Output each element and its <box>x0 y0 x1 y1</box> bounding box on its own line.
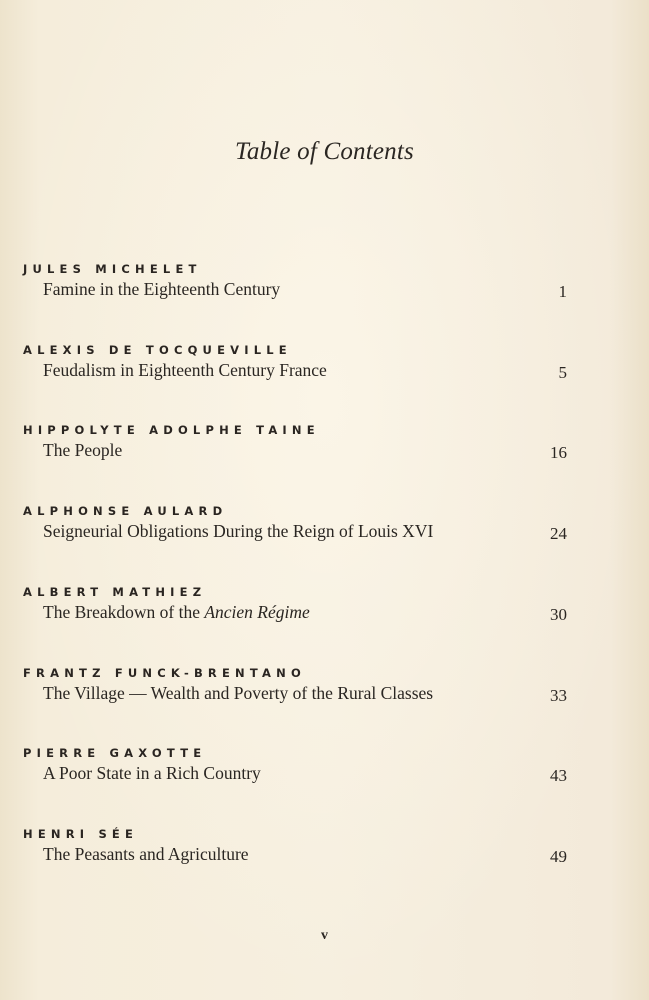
essay-title-italic: Ancien Régime <box>204 602 310 622</box>
author-name: HENRI SÉE <box>23 827 139 841</box>
author-name: ALEXIS DE TOCQUEVILLE <box>23 343 292 357</box>
author-name: PIERRE GAXOTTE <box>23 746 207 760</box>
essay-title: A Poor State in a Rich Country <box>43 763 261 783</box>
page-number: 5 <box>558 363 567 382</box>
essay-title: Famine in the Eighteenth Century <box>43 279 281 299</box>
author-name: HIPPOLYTE ADOLPHE TAINE <box>23 423 320 437</box>
essay-title: Feudalism in Eighteenth Century France <box>43 360 327 380</box>
author-name: ALPHONSE AULARD <box>23 504 228 518</box>
page-number: 1 <box>558 282 567 301</box>
author-name: ALBERT MATHIEZ <box>23 585 207 599</box>
author-name: JULES MICHELET <box>23 262 202 276</box>
page-number: 30 <box>550 605 567 624</box>
essay-title: The Village — Wealth and Poverty of the Rural Classes <box>43 683 434 703</box>
folio-page-number: v <box>321 928 328 943</box>
essay-title: The Peasants and Agriculture <box>43 844 249 864</box>
page-number: 33 <box>550 686 567 705</box>
author-name: FRANTZ FUNCK-BRENTANO <box>23 666 306 680</box>
page-title: Table of Contents <box>235 138 414 165</box>
page-number: 24 <box>550 524 567 543</box>
page-number: 16 <box>550 443 567 462</box>
page-number: 43 <box>550 766 567 785</box>
essay-title-prefix: The Breakdown of the <box>43 602 205 622</box>
essay-title <box>43 602 310 623</box>
page-number: 49 <box>550 847 567 866</box>
essay-title: The People <box>43 440 123 460</box>
essay-title: Seigneurial Obligations During the Reign of Louis XVI <box>43 521 434 541</box>
